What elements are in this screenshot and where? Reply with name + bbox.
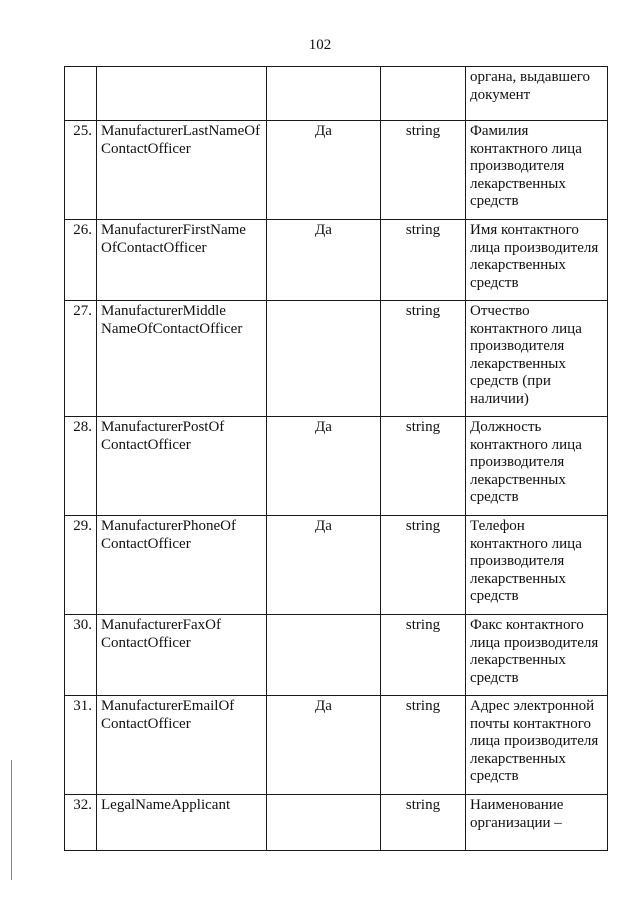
field-name-line: OfContactOfficer: [101, 239, 207, 256]
field-description: Факс контактного лица производителя лекарственных средств: [466, 615, 608, 696]
table-row: [65, 220, 608, 301]
table-row: [65, 696, 608, 795]
row-number: 30.: [65, 615, 97, 696]
required-flag: Да: [267, 220, 381, 301]
field-description: Адрес электронной почты контактного лица производителя лекарственных средств: [466, 696, 608, 795]
field-name-line: ManufacturerFirstName: [101, 222, 246, 238]
field-type: string: [381, 615, 466, 696]
field-name: [97, 67, 267, 121]
field-description: Должность контактного лица производителя лекарственных средств: [466, 417, 608, 516]
row-number: [65, 67, 97, 121]
field-name: [97, 696, 267, 795]
field-name-line: ManufacturerEmailOf: [101, 698, 235, 714]
field-type: string: [381, 795, 466, 851]
field-name: [97, 417, 267, 516]
field-description: Наименование организации –: [466, 795, 608, 851]
field-name: [97, 615, 267, 696]
field-name-line: ManufacturerFaxOf: [101, 617, 221, 633]
scan-margin-line: [11, 760, 12, 880]
field-name: [97, 301, 267, 417]
field-name-line: ContactOfficer: [101, 715, 191, 732]
field-name: [97, 795, 267, 851]
field-name: [97, 220, 267, 301]
row-number: 25.: [65, 121, 97, 220]
field-name-line: ManufacturerMiddle: [101, 303, 226, 319]
table-row: [65, 301, 608, 417]
table-row: [65, 121, 608, 220]
field-name-line: ContactOfficer: [101, 634, 191, 651]
row-number: 32.: [65, 795, 97, 851]
field-name-line: ManufacturerPhoneOf: [101, 518, 236, 534]
field-type: string: [381, 121, 466, 220]
required-flag: Да: [267, 121, 381, 220]
field-name-line: ManufacturerPostOf: [101, 419, 225, 435]
field-type: string: [381, 301, 466, 417]
row-number: 29.: [65, 516, 97, 615]
required-flag: [267, 301, 381, 417]
required-flag: Да: [267, 417, 381, 516]
row-number: 28.: [65, 417, 97, 516]
field-description: органа, выдавшего документ: [466, 67, 608, 121]
field-name-line: ContactOfficer: [101, 535, 191, 552]
field-description: Телефон контактного лица производителя лекарственных средств: [466, 516, 608, 615]
field-spec-table: [64, 66, 608, 851]
field-type: [381, 67, 466, 121]
field-name-line: NameOfContactOfficer: [101, 320, 243, 337]
field-description: Отчество контактного лица производителя лекарственных средств (при наличии): [466, 301, 608, 417]
table-row: [65, 795, 608, 851]
table-row: [65, 417, 608, 516]
required-flag: Да: [267, 516, 381, 615]
field-description: Имя контактного лица производителя лекарственных средств: [466, 220, 608, 301]
field-name-line: ContactOfficer: [101, 436, 191, 453]
field-type: string: [381, 696, 466, 795]
field-type: string: [381, 417, 466, 516]
required-flag: Да: [267, 696, 381, 795]
table-row: [65, 67, 608, 121]
field-name: [97, 121, 267, 220]
field-name-line: ManufacturerLastNameOf: [101, 123, 261, 139]
row-number: 31.: [65, 696, 97, 795]
required-flag: [267, 795, 381, 851]
required-flag: [267, 67, 381, 121]
row-number: 27.: [65, 301, 97, 417]
field-type: string: [381, 220, 466, 301]
table-row: [65, 516, 608, 615]
field-name-line: ContactOfficer: [101, 140, 191, 157]
field-type: string: [381, 516, 466, 615]
required-flag: [267, 615, 381, 696]
field-description: Фамилия контактного лица производителя лекарственных средств: [466, 121, 608, 220]
field-name-line: LegalNameApplicant: [101, 797, 231, 813]
row-number: 26.: [65, 220, 97, 301]
field-name: [97, 516, 267, 615]
page-number: 102: [308, 37, 332, 53]
table-row: [65, 615, 608, 696]
